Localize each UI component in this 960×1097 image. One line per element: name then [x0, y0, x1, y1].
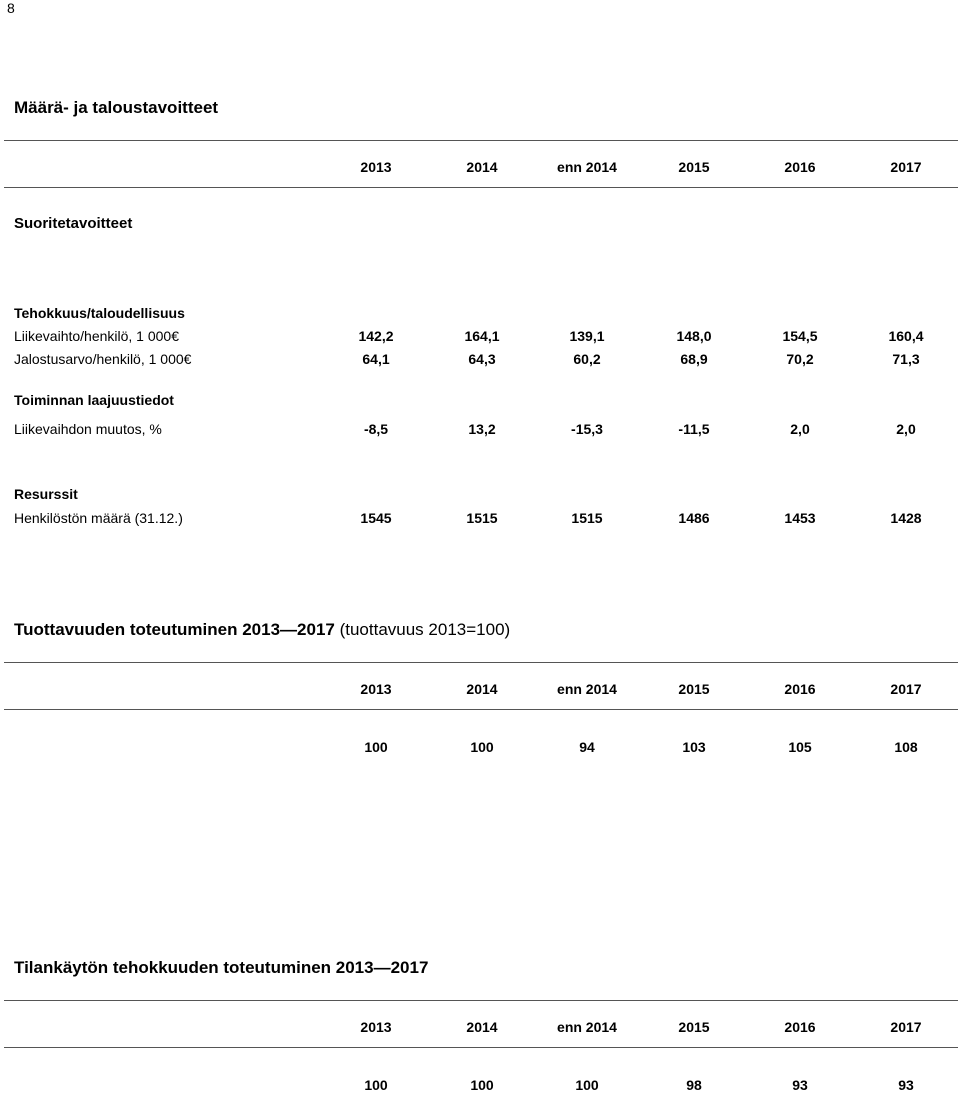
- value-cell: 94: [579, 739, 595, 755]
- value-cell: -11,5: [678, 421, 710, 437]
- year-header-cell: enn 2014: [557, 681, 617, 697]
- value-cell: 1545: [360, 510, 392, 526]
- value-cell: 148,0: [676, 328, 712, 344]
- table-row: [0, 510, 960, 530]
- table-row: [0, 421, 960, 441]
- heading-bold-part: Tuottavuuden toteutuminen 2013—2017: [14, 620, 335, 639]
- section-heading-tuottavuus: [14, 620, 510, 640]
- table-row: [0, 1077, 960, 1097]
- year-header-cell: 2015: [678, 681, 710, 697]
- year-header-cell: 2014: [466, 1019, 498, 1035]
- row-label: Liikevaihdon muutos, %: [14, 421, 162, 437]
- value-cell: 160,4: [888, 328, 924, 344]
- header-rule: [4, 1047, 958, 1048]
- value-cell: 100: [364, 739, 388, 755]
- section-heading-suorite: Suoritetavoitteet: [14, 215, 133, 232]
- value-cell: 1486: [678, 510, 710, 526]
- year-header-cell: 2015: [678, 1019, 710, 1035]
- value-cell: -15,3: [571, 421, 603, 437]
- section-heading-tilankaytto: [14, 958, 428, 978]
- year-header-cell: enn 2014: [557, 1019, 617, 1035]
- year-header-cell: 2013: [360, 159, 392, 175]
- year-header-cell: 2015: [678, 159, 710, 175]
- page-title: Määrä- ja taloustavoitteet: [14, 98, 219, 117]
- row-label: Henkilöstön määrä (31.12.): [14, 510, 183, 526]
- page-number: 8: [7, 0, 15, 16]
- table-row: [0, 328, 960, 348]
- subsection-heading-toiminnan: Toiminnan laajuustiedot: [14, 392, 174, 408]
- heading-bold-part: Tilankäytön tehokkuuden toteutuminen 2013—2017: [14, 958, 429, 977]
- value-cell: 164,1: [464, 328, 500, 344]
- value-cell: 100: [364, 1077, 388, 1093]
- value-cell: 2,0: [790, 421, 810, 437]
- value-cell: 103: [682, 739, 706, 755]
- value-cell: 139,1: [569, 328, 605, 344]
- year-header-cell: 2017: [890, 1019, 922, 1035]
- year-header-cell: 2013: [360, 1019, 392, 1035]
- value-cell: 93: [898, 1077, 914, 1093]
- value-cell: 68,9: [680, 351, 708, 367]
- year-header-cell: 2016: [784, 681, 816, 697]
- value-cell: 142,2: [358, 328, 394, 344]
- year-header-cell: 2016: [784, 1019, 816, 1035]
- row-label: Liikevaihto/henkilö, 1 000€: [14, 328, 180, 344]
- header-rule: [4, 709, 958, 710]
- row-label: Jalostusarvo/henkilö, 1 000€: [14, 351, 192, 367]
- year-header-cell: enn 2014: [557, 159, 617, 175]
- value-cell: 105: [788, 739, 812, 755]
- value-cell: 100: [470, 1077, 494, 1093]
- value-cell: 13,2: [468, 421, 496, 437]
- year-header-cell: 2014: [466, 159, 498, 175]
- value-cell: 98: [686, 1077, 702, 1093]
- year-header-row: [0, 1019, 960, 1039]
- value-cell: 64,1: [362, 351, 390, 367]
- value-cell: 100: [470, 739, 494, 755]
- table-row: [0, 351, 960, 371]
- heading-normal-part: (tuottavuus 2013=100): [334, 620, 511, 639]
- year-header-cell: 2014: [466, 681, 498, 697]
- year-header-row: [0, 159, 960, 179]
- year-header-cell: 2017: [890, 159, 922, 175]
- value-cell: 154,5: [782, 328, 818, 344]
- value-cell: 1515: [571, 510, 603, 526]
- value-cell: 2,0: [896, 421, 916, 437]
- value-cell: 1428: [890, 510, 922, 526]
- table-top-rule: [4, 1000, 958, 1001]
- value-cell: 71,3: [892, 351, 920, 367]
- value-cell: 93: [792, 1077, 808, 1093]
- subsection-heading-resurssit: Resurssit: [14, 486, 78, 502]
- value-cell: 1515: [466, 510, 498, 526]
- table-top-rule: [4, 140, 958, 141]
- year-header-cell: 2016: [784, 159, 816, 175]
- value-cell: -8,5: [363, 421, 389, 437]
- value-cell: 100: [575, 1077, 599, 1093]
- value-cell: 108: [894, 739, 918, 755]
- value-cell: 64,3: [468, 351, 496, 367]
- table-row: [0, 739, 960, 759]
- value-cell: 60,2: [573, 351, 601, 367]
- value-cell: 1453: [784, 510, 816, 526]
- year-header-cell: 2013: [360, 681, 392, 697]
- header-rule: [4, 187, 958, 188]
- year-header-cell: 2017: [890, 681, 922, 697]
- value-cell: 70,2: [786, 351, 814, 367]
- table-top-rule: [4, 662, 958, 663]
- year-header-row: [0, 681, 960, 701]
- subsection-heading-tehokkuus: Tehokkuus/taloudellisuus: [14, 305, 185, 321]
